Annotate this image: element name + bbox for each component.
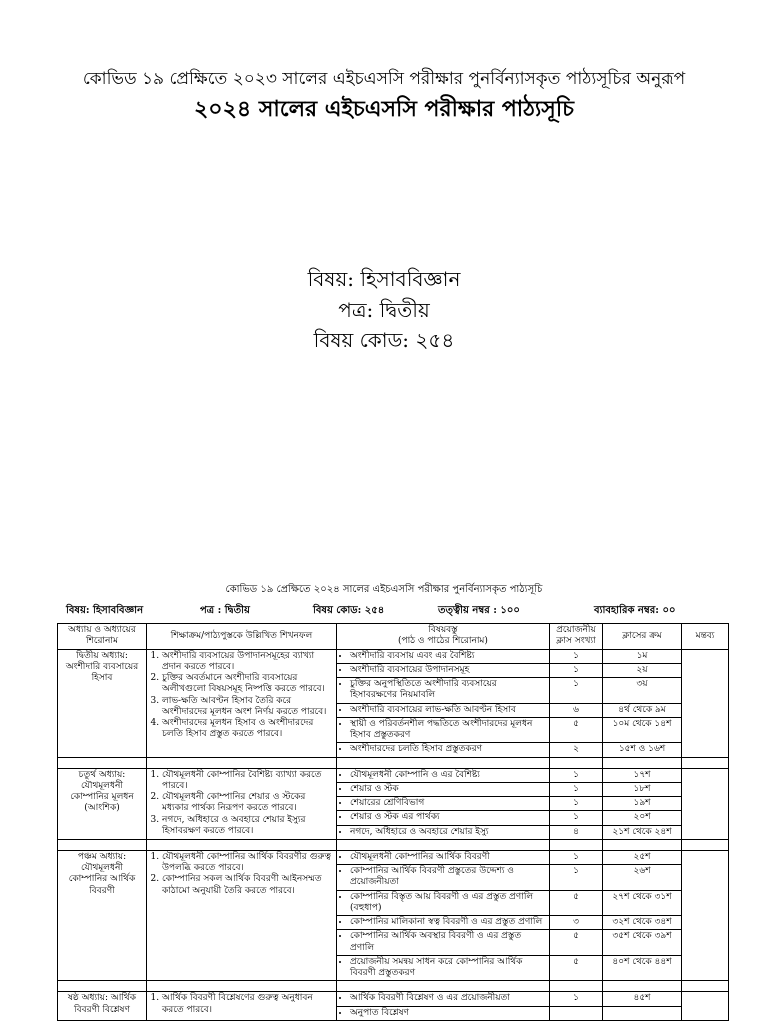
class-count: ১ xyxy=(550,992,603,1006)
topic-cell xyxy=(337,850,550,864)
outcome-item: 2. যৌথমূলধনী কোম্পানির শেয়ার ও স্টকের মধ্যকার পার্থক্য নিরূপণ করতে পারবে। xyxy=(162,792,333,815)
learning-outcomes xyxy=(147,850,337,981)
col-remarks: মন্তব্য xyxy=(682,624,729,650)
topic-cell xyxy=(337,678,550,704)
topic-item: • শেয়ার ও স্টক xyxy=(350,784,546,795)
class-order xyxy=(603,1006,682,1020)
class-order: ১৮শ xyxy=(603,782,682,796)
topic-cell xyxy=(337,930,550,956)
topic-cell xyxy=(337,825,550,839)
class-count: ১ xyxy=(550,678,603,704)
table-row xyxy=(58,850,729,864)
class-order: ১০ম থেকে ১৪শ xyxy=(603,717,682,743)
class-order: ১৯শ xyxy=(603,797,682,811)
class-count: ১ xyxy=(550,811,603,825)
meta-subject: বিষয়: হিসাববিজ্ঞান xyxy=(66,605,144,616)
class-count: ১ xyxy=(550,865,603,891)
topic-cell xyxy=(337,865,550,891)
outcome-list xyxy=(150,852,333,897)
syllabus-title: কোভিড ১৯ প্রেক্ষিতে ২০২৪ সালের এইচএসসি পরীক্ষার পুনর্বিন্যাসকৃত পাঠ্যসূচি xyxy=(225,584,543,595)
class-count: ৫ xyxy=(550,890,603,916)
remarks-cell xyxy=(682,850,729,981)
class-count: ১ xyxy=(550,663,603,677)
col-outcomes: শিক্ষাক্রম/পাঠ্যপুস্তকে উল্লিখিত শিখনফল xyxy=(147,624,337,650)
topic-item: • শেয়ারের শ্রেণিবিভাগ xyxy=(350,798,546,809)
topic-cell xyxy=(337,703,550,717)
class-order: ১ম xyxy=(603,649,682,663)
chapter-title: দ্বিতীয় অধ্যায়: অংশীদারি ব্যবসায়ের হিসাব xyxy=(58,649,147,757)
topic-item: • চুক্তির অনুপস্থিতিতে অংশীদারি ব্যবসায়ের হিসাবরক্ষণের নিয়মাবলি xyxy=(350,679,546,702)
topic-cell xyxy=(337,782,550,796)
class-order: ৪র্থ থেকে ৯ম xyxy=(603,703,682,717)
class-count: ৪ xyxy=(550,825,603,839)
meta-theory-marks: তত্ত্বীয় নম্বর : ১০০ xyxy=(438,605,520,616)
topic-item: • যৌথমূলধনী কোম্পানি ও এর বৈশিষ্ট্য xyxy=(350,770,546,781)
section-spacer xyxy=(58,981,729,992)
topic-cell xyxy=(337,916,550,930)
paper-name: পত্র: দ্বিতীয় xyxy=(338,298,430,322)
topic-cell xyxy=(337,1006,550,1020)
topic-cell xyxy=(337,663,550,677)
class-count: ১ xyxy=(550,782,603,796)
topic-cell xyxy=(337,743,550,757)
outcome-list xyxy=(150,993,333,1016)
class-order: ১৭শ xyxy=(603,768,682,782)
topic-item: • শেয়ার ও স্টক এর পার্থক্য xyxy=(350,812,546,823)
class-order: ২০শ xyxy=(603,811,682,825)
topic-cell xyxy=(337,768,550,782)
class-order: ৩২শ থেকে ৩৪শ xyxy=(603,916,682,930)
class-order: ২১শ থেকে ২৪শ xyxy=(603,825,682,839)
section-spacer xyxy=(58,757,729,768)
class-order: ৪০শ থেকে ৪৪শ xyxy=(603,955,682,981)
topic-cell xyxy=(337,797,550,811)
class-count: ৫ xyxy=(550,955,603,981)
col-classes: প্রয়োজনীয় ক্লাস সংখ্যা xyxy=(550,624,603,650)
subject-code: বিষয় কোড: ২৫৪ xyxy=(313,328,455,352)
class-order: ২৫শ xyxy=(603,850,682,864)
col-chapter: অধ্যায় ও অধ্যায়ের শিরোনাম xyxy=(58,624,147,650)
meta-paper: পত্র : দ্বিতীয় xyxy=(200,605,250,616)
topic-item: • কোম্পানির মালিকানা স্বত্ব বিবরণী ও এর প্রস্তুত প্রণালি xyxy=(350,917,546,928)
topic-item: • অংশীদারি ব্যবসায় এবং এর বৈশিষ্ট্য xyxy=(350,651,546,662)
class-order: ৪৫শ xyxy=(603,992,682,1006)
subject-name: বিষয়: হিসাববিজ্ঞান xyxy=(307,267,461,291)
class-count: ২ xyxy=(550,743,603,757)
table-header-row xyxy=(58,624,729,650)
outcome-item: 1. যৌথমূলধনী কোম্পানির বৈশিষ্ট্য ব্যাখ্যা করতে পারবে। xyxy=(162,770,333,793)
outcome-item: 1. আর্থিক বিবরণী বিশ্লেষণের গুরুত্ব অনুধাবন করতে পারবে। xyxy=(162,993,333,1016)
chapter-title: চতুর্থ অধ্যায়: যৌথমূলধনী কোম্পানির মূলধন (আংশিক) xyxy=(58,768,147,839)
header-line-2: ২০২৪ সালের এইচএসসি পরীক্ষার পাঠ্যসূচি xyxy=(193,96,574,122)
chapter-title: ষষ্ঠ অধ্যায়: আর্থিক বিবরণী বিশ্লেষণ xyxy=(58,992,147,1021)
topic-item: • নগদে, অধিহারে ও অবহারে শেয়ার ইস্যু xyxy=(350,827,546,838)
topic-item: • অনুপাত বিশ্লেষণ xyxy=(350,1008,546,1019)
chapter-title: পঞ্চম অধ্যায়: যৌথমূলধনী কোম্পানির আর্থিক বিবরণী xyxy=(58,850,147,981)
class-count: ৬ xyxy=(550,703,603,717)
class-order: ২৬শ xyxy=(603,865,682,891)
class-count: ১ xyxy=(550,797,603,811)
class-count: ১ xyxy=(550,768,603,782)
learning-outcomes xyxy=(147,992,337,1021)
topic-cell xyxy=(337,649,550,663)
syllabus-table xyxy=(57,623,729,1021)
topic-cell xyxy=(337,955,550,981)
class-count: ৫ xyxy=(550,717,603,743)
outcome-item: 2. কোম্পানির সকল আর্থিক বিবরণী আইনসম্মত কাঠামো অনুযায়ী তৈরি করতে পারবে। xyxy=(162,874,333,897)
topic-item: • প্রয়োজনীয় সমন্বয় সাধন করে কোম্পানির আর্থিক বিবরণী প্রস্তুতকরণ xyxy=(350,957,546,980)
topic-item: • অংশীদারদের চলতি হিসাব প্রস্তুতকরণ xyxy=(350,744,546,755)
meta-code: বিষয় কোড: ২৫৪ xyxy=(313,605,385,616)
class-count xyxy=(550,1006,603,1020)
learning-outcomes xyxy=(147,768,337,839)
col-content-title: বিষয়বস্তু xyxy=(428,625,458,635)
remarks-cell xyxy=(682,992,729,1021)
topic-item: • অংশীদারি ব্যবসায়ের উপাদানসমূহ xyxy=(350,665,546,676)
header-line-1: কোভিড ১৯ প্রেক্ষিতে ২০২৩ সালের এইচএসসি পরীক্ষার পুনর্বিন্যাসকৃত পাঠ্যসূচির অনুরূপ xyxy=(82,69,686,89)
outcome-list xyxy=(150,770,333,838)
table-row xyxy=(58,768,729,782)
topic-item: • অংশীদারি ব্যবসায়ের লাভ-ক্ষতি আবণ্টন হিসাব xyxy=(350,705,546,716)
outcome-item: 2. চুক্তির অবর্তমানে অংশীদারি ব্যবসায়ের অলীখগুলো বিষয়সমূহ নিষ্পত্তি করতে পারবে। xyxy=(162,673,333,696)
col-content-sub: (পাঠ ও পাঠের শিরোনাম) xyxy=(398,636,488,647)
outcome-item: 3. লাভ-ক্ষতি আবণ্টন হিসাব তৈরি করে অংশীদারদের মূলধন অংশ নির্ণয় করতে পারবে। xyxy=(162,696,333,719)
col-content xyxy=(337,624,550,650)
topic-item: • যৌথমূলধনী কোম্পানির আর্থিক বিবরণী xyxy=(350,852,546,863)
table-row xyxy=(58,992,729,1006)
class-order: ১৫শ ও ১৬শ xyxy=(603,743,682,757)
topic-item: • কোম্পানির আর্থিক অবস্থার বিবরণী ও এর প্রস্তুত প্রণালি xyxy=(350,931,546,954)
class-order: ৩৫শ থেকে ৩৯শ xyxy=(603,930,682,956)
remarks-cell xyxy=(682,649,729,757)
class-order: ২৭শ থেকে ৩১শ xyxy=(603,890,682,916)
topic-cell xyxy=(337,717,550,743)
topic-item: • কোম্পানির আর্থিক বিবরণী প্রস্তুতের উদ্দেশ্য ও প্রয়োজনীয়তা xyxy=(350,866,546,889)
table-row xyxy=(58,649,729,663)
class-count: ১ xyxy=(550,649,603,663)
remarks-cell xyxy=(682,768,729,839)
class-order: ৩য় xyxy=(603,678,682,704)
topic-cell xyxy=(337,992,550,1006)
class-count: ৩ xyxy=(550,916,603,930)
meta-practical-marks: ব্যাবহারিক নম্বর: ০০ xyxy=(594,605,676,616)
topic-cell xyxy=(337,811,550,825)
learning-outcomes xyxy=(147,649,337,757)
topic-item: • স্থায়ী ও পরিবর্তনশীল পদ্ধতিতে অংশীদারদের মূলধন হিসাব প্রস্তুতকরণ xyxy=(350,719,546,742)
topic-item: • আর্থিক বিবরণী বিশ্লেষণ ও এর প্রয়োজনীয়তা xyxy=(350,993,546,1004)
section-spacer xyxy=(58,839,729,850)
topic-cell xyxy=(337,890,550,916)
outcome-item: 4. অংশীদারদের মূলধন হিসাব ও অংশীদারদের চলতি হিসাব প্রস্তুত করতে পারবে। xyxy=(162,718,333,741)
col-order: ক্লাসের ক্রম xyxy=(603,624,682,650)
class-order: ২য় xyxy=(603,663,682,677)
outcome-list xyxy=(150,651,333,741)
outcome-item: 3. নগদে, অধিহারে ও অবহারে শেয়ার ইস্যুর হিসাবরক্ষণ করতে পারবে। xyxy=(162,815,333,838)
class-count: ৫ xyxy=(550,930,603,956)
topic-item: • কোম্পানির বিস্তৃত আয় বিবরণী ও এর প্রস্তুত প্রণালি (বহুধাপ) xyxy=(350,892,546,915)
outcome-item: 1. যৌথমূলধনী কোম্পানির আর্থিক বিবরণীর গুরুত্ব উপলব্ধি করতে পারবে। xyxy=(162,852,333,875)
class-count: ১ xyxy=(550,850,603,864)
outcome-item: 1. অংশীদারি ব্যবসায়ের উপাদানসমূহের ব্যাখ্যা প্রদান করতে পারবে। xyxy=(162,651,333,674)
